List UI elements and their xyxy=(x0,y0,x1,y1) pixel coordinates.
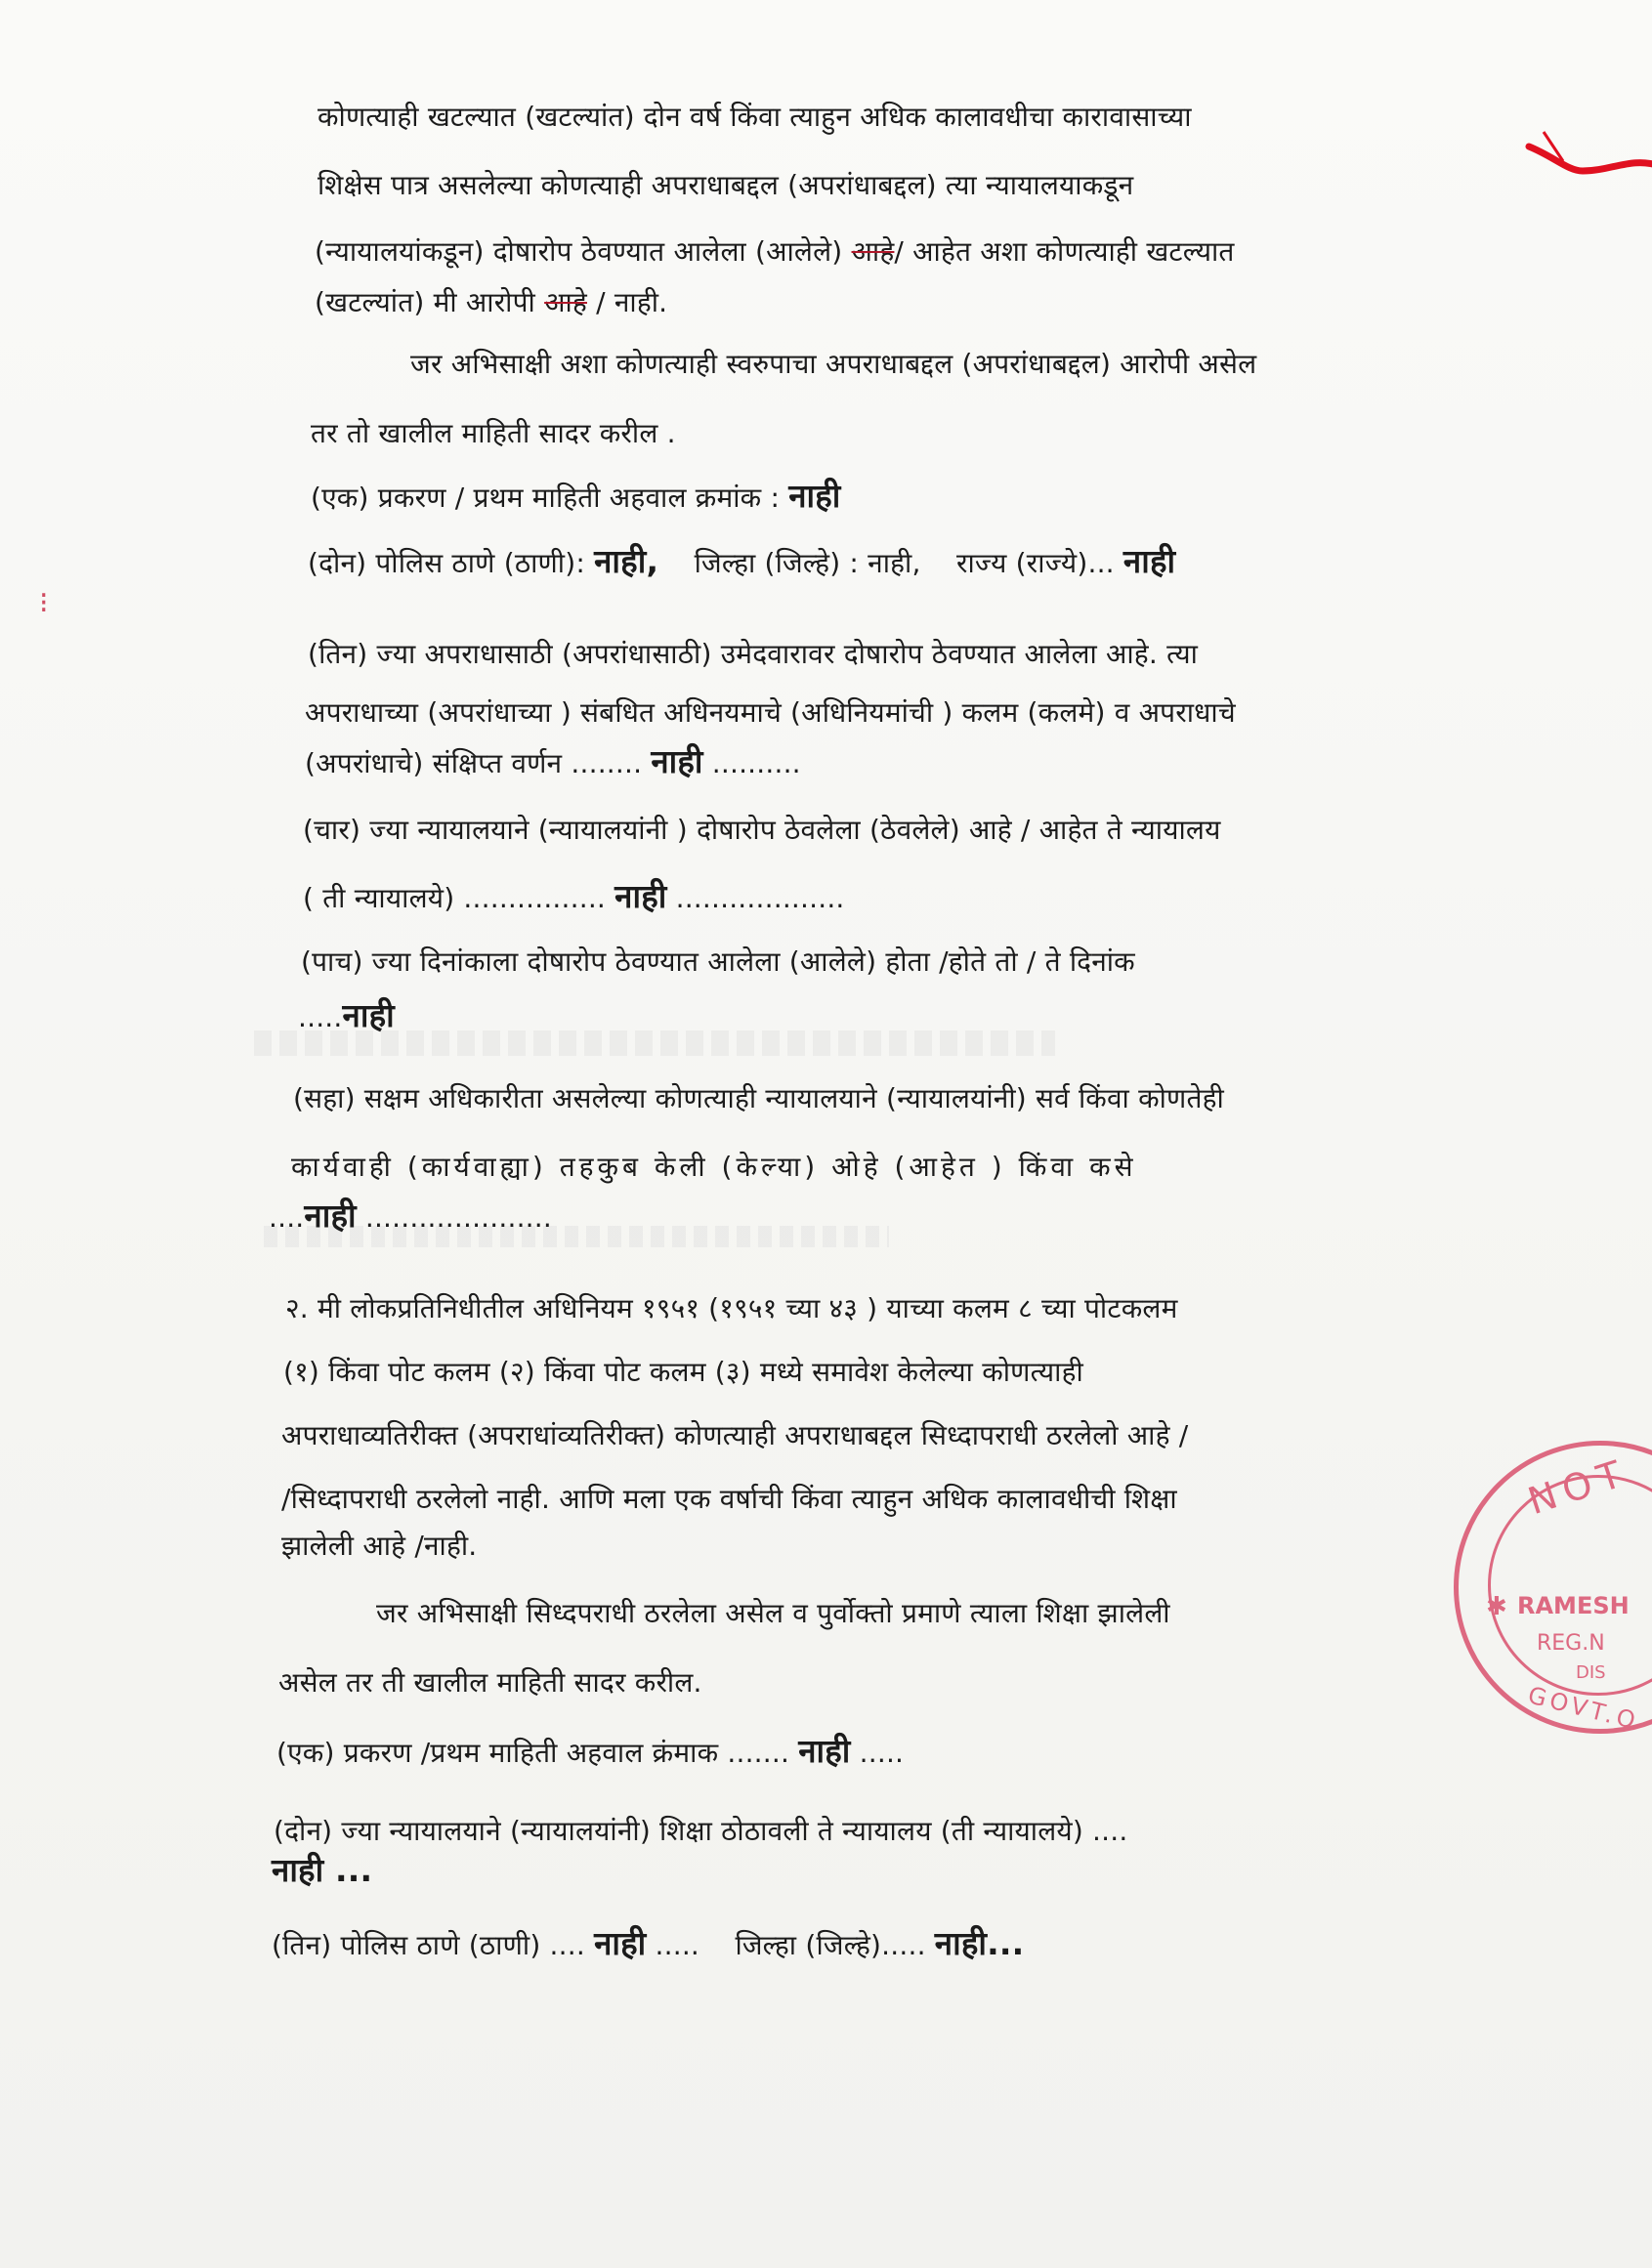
text-line: झालेली आहे /नाही. xyxy=(281,1530,478,1562)
stamp-text: DIS xyxy=(1576,1662,1606,1683)
stamp-star-icon: ✱ xyxy=(1486,1592,1507,1621)
text-line: कार्यवाही (कार्यवाह्या) तहकुब केली (केल्या) ओहे (आहेत ) किंवा कसे xyxy=(291,1151,1137,1183)
filled-value: नाही xyxy=(304,1197,357,1235)
text-line: २. मी लोकप्रतिनिधीतील अधिनियम १९५१ (१९५१ च्या ४३ ) याच्या कलम ८ च्या पोटकलम xyxy=(285,1292,1178,1324)
struck-word: आहे xyxy=(851,235,895,268)
text-line xyxy=(272,1851,372,1892)
text-line: (सहा) सक्षम अधिकारीता असलेल्या कोणत्याही न्यायालयाने (न्यायालयांनी) सर्व किंवा कोणतेही xyxy=(293,1082,1224,1114)
text-line: जर अभिसाक्षी अशा कोणत्याही स्वरुपाचा अपराधाबद्दल (अपरांधाबद्दल) आरोपी असेल xyxy=(410,348,1257,380)
text-line: (एक) प्रकरण /प्रथम माहिती अहवाल क्रंमाक ....... नाही ..... xyxy=(276,1732,905,1770)
pin-mark: ⁝ xyxy=(39,586,49,620)
text-line: (दोन) पोलिस ठाणे (ठाणी): नाही, जिल्हा (जिल्हे) : नाही, राज्य (राज्ये)... नाही xyxy=(308,542,1176,580)
filled-value: नाही xyxy=(342,996,395,1034)
stamp-text: NOT xyxy=(1522,1449,1634,1524)
text-line: (१) किंवा पोट कलम (२) किंवा पोट कलम (३) मध्ये समावेश केलेल्या कोणत्याही xyxy=(283,1356,1083,1388)
text-line: (खटल्यांत) मी आरोपी आहे / नाही. xyxy=(315,286,668,318)
filled-value: नाही... xyxy=(934,1924,1025,1962)
text-line: (तिन) पोलिस ठाणे (ठाणी) .... नाही ..... जिल्हा (जिल्हे)..... नाही... xyxy=(272,1924,1025,1962)
text-line: (पाच) ज्या दिनांकाला दोषारोप ठेवण्यात आलेला (आलेले) होता /होते तो / ते दिनांक xyxy=(301,945,1135,978)
filled-value: नाही, xyxy=(594,542,659,580)
text-line: (तिन) ज्या अपराधासाठी (अपरांधासाठी) उमेदवारावर दोषारोप ठेवण्यात आलेला आहे. त्या xyxy=(308,638,1199,670)
text-line: ....नाही ..................... xyxy=(269,1197,552,1235)
filled-value: नाही xyxy=(651,742,703,780)
text-line: (न्यायालयांकडून) दोषारोप ठेवण्यात आलेला (आलेले) आहे/ आहेत अशा कोणत्याही खटल्यात xyxy=(315,235,1235,268)
text-line: .....नाही xyxy=(298,996,395,1034)
text-line: (अपरांधाचे) संक्षिप्त वर्णन ........ नाही .......... xyxy=(305,742,801,780)
filled-value: नाही ... xyxy=(272,1851,373,1889)
text-line: जर अभिसाक्षी सिध्दपराधी ठरलेला असेल व पुर्वोक्तो प्रमाणे त्याला शिक्षा झालेली xyxy=(376,1597,1170,1629)
stamp-text: REG.N xyxy=(1537,1631,1605,1656)
text-line: कोणत्याही खटल्यात (खटल्यांत) दोन वर्ष किंवा त्याहुन अधिक कालावधीचा कारावासाच्या xyxy=(318,101,1192,133)
filled-value: नाही xyxy=(788,477,841,515)
filled-value: नाही xyxy=(798,1732,851,1770)
text-line: ( ती न्यायालये) ................ नाही ................... xyxy=(303,877,845,915)
text-line: (दोन) ज्या न्यायालयाने (न्यायालयांनी) शिक्षा ठोठावली ते न्यायालय (ती न्यायालये) .... xyxy=(274,1815,1128,1847)
stamp-text: RAMESH xyxy=(1517,1592,1630,1619)
text-line: शिक्षेस पात्र असलेल्या कोणत्याही अपराधाबद्दल (अपरांधाबद्दल) त्या न्यायालयाकडून xyxy=(318,169,1134,201)
filled-value: नाही xyxy=(594,1924,647,1962)
stamp-text: GOVT.O xyxy=(1525,1681,1642,1736)
red-thread-mark xyxy=(1524,127,1652,205)
text-line: अपराधाच्या (अपरांधाच्या ) संबधित अधिनयमाचे (अधिनियमांची ) कलम (कलमे) व अपराधाचे xyxy=(305,696,1236,729)
text-line: असेल तर ती खालील माहिती सादर करील. xyxy=(278,1666,702,1699)
filled-value: नाही xyxy=(1123,542,1176,580)
text-line: तर तो खालील माहिती सादर करील . xyxy=(311,417,676,449)
filled-value: नाही, xyxy=(868,547,921,579)
text-line: /सिध्दापराधी ठरलेलो नाही. आणि मला एक वर्षाची किंवा त्याहुन अधिक कालावधीची शिक्षा xyxy=(281,1483,1177,1515)
struck-word: आहे xyxy=(544,286,587,318)
filled-value: नाही xyxy=(614,877,667,915)
text-line: अपराधाव्यतिरीक्त (अपराधांव्यतिरीक्त) कोणत्याही अपराधाबद्दल सिध्दापराधी ठरलेलो आहे / xyxy=(281,1419,1189,1451)
text-line: (एक) प्रकरण / प्रथम माहिती अहवाल क्रमांक : नाही xyxy=(311,477,841,515)
text-line: (चार) ज्या न्यायालयाने (न्यायालयांनी ) दोषारोप ठेवलेला (ठेवलेले) आहे / आहेत ते न्यायालय xyxy=(303,814,1221,846)
